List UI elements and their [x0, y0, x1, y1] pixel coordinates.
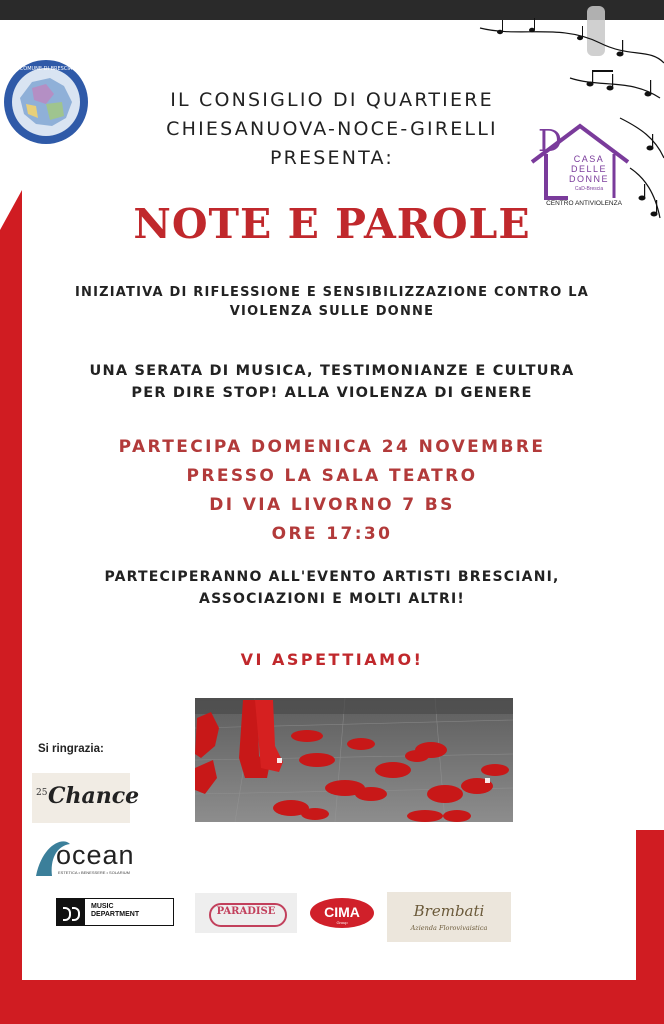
participants-line-1: PARTECIPERANNO ALL'EVENTO ARTISTI BRESCIANI, [104, 569, 560, 585]
casa-logo-line2: DELLE [570, 164, 608, 174]
header-line-3: PRESENTA: [270, 147, 394, 169]
event-date: PARTECIPA DOMENICA 24 NOVEMBRE [118, 437, 546, 457]
casa-logo-tagline: CENTRO ANTIVIOLENZA [546, 200, 622, 207]
casa-logo-line1: CASA [573, 154, 605, 164]
event-venue: PRESSO LA SALA TEATRO [186, 466, 478, 486]
sponsor-ocean-logo [32, 836, 172, 880]
chance-text: Chance [48, 783, 140, 809]
comune-logo-text: COMUNE DI BRESCIA [19, 66, 73, 72]
casa-logo-line3: DONNE [568, 174, 609, 184]
subtitle-line-2: VIOLENZA SULLE DONNE [229, 304, 435, 319]
sponsor-brembati-logo [387, 892, 511, 942]
casa-logo-line4: CaD-Brescia [574, 186, 604, 192]
header-line-1: IL CONSIGLIO DI QUARTIERE [170, 89, 494, 111]
music-dept-line1: MUSIC [91, 903, 114, 910]
music-dept-mark-icon [57, 899, 85, 925]
ocean-text: ocean [56, 840, 135, 870]
brembati-text: Brembati [413, 902, 485, 920]
description-line-2: PER DIRE STOP! ALLA VIOLENZA DI GENERE [131, 385, 533, 401]
description-line-1: UNA SERATA DI MUSICA, TESTIMONIANZE E CULTURA [89, 363, 575, 379]
thanks-label: Si ringrazia: [38, 743, 104, 755]
status-bar [0, 0, 664, 20]
sponsor-chance-logo [32, 773, 140, 823]
ocean-subtext: ESTETICA • BENESSERE • SOLARIUM [58, 870, 130, 875]
brembati-subtext: Azienda Florovivaistica [410, 924, 488, 932]
event-address: DI VIA LIVORNO 7 BS [209, 495, 455, 515]
casa-logo-letter: D [538, 124, 563, 159]
chance-number: 25 [36, 788, 48, 798]
cima-text: CIMA [324, 904, 360, 920]
red-shoes-photo [195, 698, 513, 822]
closing-text: VI ASPETTIAMO! [240, 650, 424, 669]
event-time: ORE 17:30 [271, 524, 393, 544]
event-description [0, 360, 664, 404]
participants-line-2: ASSOCIAZIONI E MOLTI ALTRI! [199, 591, 465, 607]
cima-subtext: Group [336, 920, 348, 925]
subtitle-line-1: INIZIATIVA DI RIFLESSIONE E SENSIBILIZZAZIONE CONTRO LA [74, 285, 590, 300]
music-dept-line2: DEPARTMENT [91, 911, 140, 918]
header-line-2: CHIESANUOVA-NOCE-GIRELLI [166, 118, 498, 140]
sponsor-cima-logo [310, 896, 374, 932]
organizer-header [0, 86, 664, 173]
paradise-text: PARADISE [216, 906, 276, 917]
sponsor-paradise-logo [195, 893, 297, 933]
event-details [0, 433, 664, 549]
initiative-subtitle [0, 283, 664, 321]
red-border-bottom [0, 980, 664, 1024]
sponsor-music-department-logo [56, 898, 174, 926]
participants-text [0, 566, 664, 610]
event-title: NOTE E PAROLE [133, 200, 531, 248]
